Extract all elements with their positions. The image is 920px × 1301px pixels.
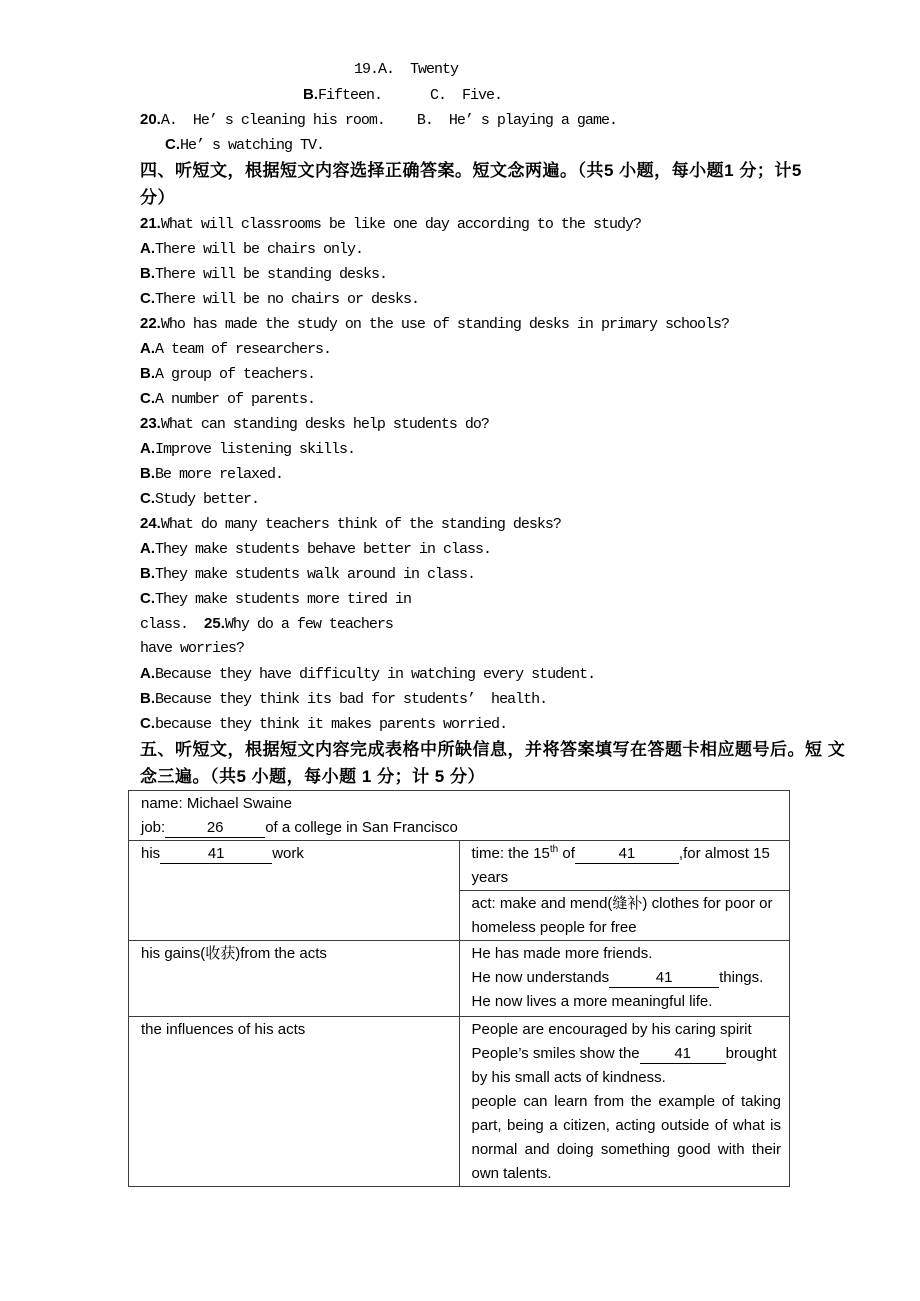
text-line	[472, 842, 782, 866]
question-number-label: C.	[140, 290, 155, 307]
line-q19-options-bc	[128, 82, 848, 107]
section5-fill-table	[128, 790, 790, 1187]
text-run: Study better.	[155, 491, 260, 508]
text-run: things.	[719, 969, 764, 986]
text-line	[472, 966, 782, 990]
text-run: A number of parents.	[155, 391, 316, 408]
fill-blank-number: 41	[609, 968, 719, 988]
text-run: name: Michael Swaine	[141, 795, 292, 812]
text-run: Who has made the study on the use of standing desks in primary schools?	[160, 316, 729, 333]
text-run: Improve listening skills.	[155, 441, 356, 458]
line-q25-option-a	[128, 661, 848, 686]
question-number-label: A.	[140, 440, 155, 457]
question-number-label: 21.	[140, 215, 161, 232]
table-row-name-job	[129, 791, 790, 841]
question-number-label: A.	[140, 665, 155, 682]
text-run: He’ s watching TV.	[180, 137, 325, 154]
text-run: Be more relaxed.	[155, 466, 284, 483]
question-number-label: B.	[140, 565, 155, 582]
line-section5-heading-line1	[128, 736, 848, 763]
line-q20-option-c	[128, 132, 848, 157]
line-q25-option-b	[128, 686, 848, 711]
text-run: A group of teachers.	[155, 366, 316, 383]
question-number-label: B.	[303, 86, 318, 103]
text-run: work	[272, 845, 304, 862]
text-run: ,for almost 15	[678, 845, 770, 862]
text-run: by his small acts of kindness.	[471, 1069, 666, 1086]
text-run: have worries?	[140, 640, 245, 657]
text-line	[472, 1066, 782, 1090]
text-line	[141, 842, 451, 866]
question-number-label: C.	[140, 715, 155, 732]
question-number-label: B.	[140, 365, 155, 382]
text-run: A team of researchers.	[155, 341, 332, 358]
question-number-label: 24.	[140, 515, 161, 532]
line-q20-options-ab	[128, 107, 848, 132]
fill-blank-number: 41	[160, 844, 272, 864]
text-run: He now understands	[471, 969, 610, 986]
question-number-label: A.	[140, 340, 155, 357]
cell-name-job	[129, 791, 790, 841]
text-run: his gains(收获)from the acts	[141, 945, 327, 962]
text-run: 四、听短文，根据短文内容选择正确答案。短文念两遍。（共5 小题，每小题1 分；计5	[140, 161, 802, 180]
line-q22-option-b	[128, 361, 848, 386]
line-q22-option-c	[128, 386, 848, 411]
cell-act	[459, 891, 790, 941]
line-q24-option-b	[128, 561, 848, 586]
table-row-influences	[129, 1017, 790, 1187]
cell-influences-detail	[459, 1017, 790, 1187]
text-run: class.	[140, 616, 205, 633]
text-run: 五、听短文，根据短文内容完成表格中所缺信息，并将答案填写在答题卡相应题号后。短 文	[140, 740, 846, 759]
text-run: People are encouraged by his caring spirit	[471, 1021, 752, 1038]
text-run: his	[141, 845, 161, 862]
line-q21-option-c	[128, 286, 848, 311]
text-run: They make students walk around in class.	[155, 566, 476, 583]
text-line	[472, 990, 782, 1014]
line-q23	[128, 411, 848, 436]
question-number-label: 23.	[140, 415, 161, 432]
text-run: years	[471, 869, 509, 886]
line-q21	[128, 211, 848, 236]
text-run: There will be chairs only.	[155, 241, 364, 258]
superscript-text: th	[549, 844, 559, 855]
text-run: brought	[725, 1045, 777, 1062]
text-line	[141, 1018, 451, 1042]
line-q21-option-a	[128, 236, 848, 261]
text-line	[472, 1042, 782, 1066]
cell-his-work	[129, 841, 460, 941]
line-q23-option-a	[128, 436, 848, 461]
question-number-label: C.	[165, 136, 180, 153]
cell-influences-label	[129, 1017, 460, 1187]
fill-blank-number: 41	[575, 844, 679, 864]
line-q25-part2	[128, 636, 848, 661]
line-q24-option-a	[128, 536, 848, 561]
cell-gains-label	[129, 941, 460, 1017]
text-run: What can standing desks help students do?	[160, 416, 489, 433]
question-number-label: 25.	[204, 615, 225, 632]
text-line	[472, 866, 782, 890]
text-run: He now lives a more meaningful life.	[471, 993, 713, 1010]
text-run: job:	[141, 819, 166, 836]
text-run: 19.A. Twenty	[354, 61, 459, 78]
line-q25-part1	[128, 611, 848, 636]
question-number-label: A.	[140, 240, 155, 257]
line-section4-heading-line1	[128, 157, 848, 184]
line-section5-heading-line2	[128, 763, 848, 790]
text-line	[472, 892, 782, 916]
text-run: time: the 15	[471, 845, 550, 862]
text-run: because they think it makes parents worried.	[155, 716, 508, 733]
question-number-label: C.	[140, 590, 155, 607]
text-line	[141, 816, 781, 840]
text-run: A. He’ s cleaning his room. B. He’ s playing a game.	[160, 112, 617, 129]
question-number-label: 22.	[140, 315, 161, 332]
text-run: Because they think its bad for students’ health.	[155, 691, 548, 708]
text-run: 分）	[140, 188, 175, 207]
line-q21-option-b	[128, 261, 848, 286]
text-run: Why do a few teachers	[224, 616, 393, 633]
question-number-label: C.	[140, 490, 155, 507]
table-row-gains	[129, 941, 790, 1017]
text-run: He has made more friends.	[471, 945, 653, 962]
text-run: What do many teachers think of the standing desks?	[160, 516, 561, 533]
fill-blank-number: 26	[165, 818, 265, 838]
text-run: There will be standing desks.	[155, 266, 388, 283]
line-q19-option-a	[128, 57, 848, 82]
text-run: Because they have difficulty in watching every student.	[155, 666, 596, 683]
line-q25-option-c	[128, 711, 848, 736]
line-q22-option-a	[128, 336, 848, 361]
line-section4-heading-line2	[128, 184, 848, 211]
cell-time	[459, 841, 790, 891]
question-number-label: 20.	[140, 111, 161, 128]
text-run: homeless people for free	[471, 919, 637, 936]
text-run: People’s smiles show the	[471, 1045, 640, 1062]
question-number-label: B.	[140, 265, 155, 282]
text-run: act: make and mend(缝补) clothes for poor or	[471, 895, 773, 912]
text-run: What will classrooms be like one day according to the study?	[160, 216, 641, 233]
text-line	[472, 1018, 782, 1042]
line-q23-option-c	[128, 486, 848, 511]
question-number-label: C.	[140, 390, 155, 407]
text-run: They make students more tired in	[155, 591, 412, 608]
text-run: Fifteen. C. Five.	[318, 87, 503, 104]
question-number-label: A.	[140, 540, 155, 557]
text-run: They make students behave better in class.	[155, 541, 492, 558]
text-line	[472, 916, 782, 940]
line-q22	[128, 311, 848, 336]
text-line	[472, 942, 782, 966]
text-run: There will be no chairs or desks.	[155, 291, 420, 308]
question-lines	[128, 57, 848, 790]
line-q24-option-c	[128, 586, 848, 611]
text-run: people can learn from the example of taking part, being a citizen, acting outside of what is normal and doing something good with their own talents.	[471, 1093, 781, 1182]
text-run: of	[558, 845, 575, 862]
line-q24	[128, 511, 848, 536]
text-line	[141, 942, 451, 966]
text-run: 念三遍。（共5 小题，每小题 1 分；计 5 分）	[140, 767, 485, 786]
text-line	[472, 1090, 782, 1186]
text-run: of a college in San Francisco	[265, 819, 458, 836]
fill-blank-number: 41	[640, 1044, 726, 1064]
table-row-work-time	[129, 841, 790, 891]
cell-gains-detail	[459, 941, 790, 1017]
question-number-label: B.	[140, 465, 155, 482]
line-q23-option-b	[128, 461, 848, 486]
text-run: the influences of his acts	[141, 1021, 306, 1038]
text-line	[141, 792, 781, 816]
question-number-label: B.	[140, 690, 155, 707]
